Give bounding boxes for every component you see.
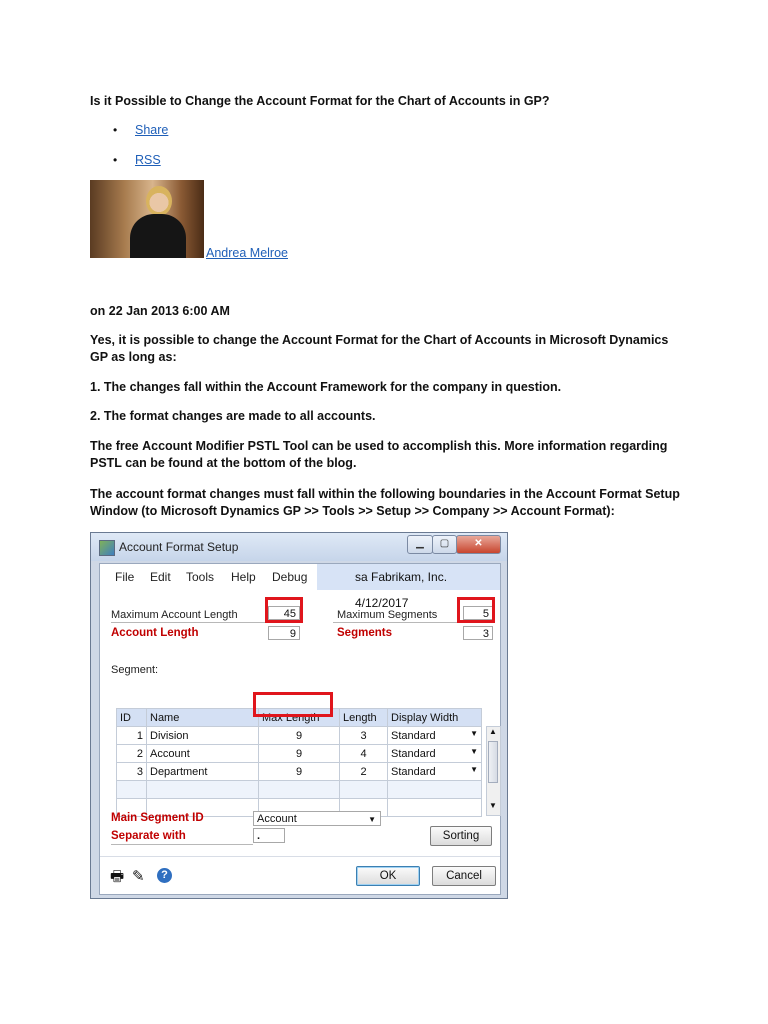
- display-width-value: Standard: [391, 765, 436, 778]
- title-bar: [91, 533, 507, 561]
- scroll-down-icon[interactable]: ▼: [489, 801, 497, 810]
- segments-field: 3: [463, 626, 493, 640]
- header-display-width[interactable]: Display Width: [388, 709, 482, 727]
- separate-with-label: Separate with: [111, 830, 186, 842]
- paragraph-2-pre: The free: [90, 439, 143, 453]
- row-display-width[interactable]: [388, 727, 482, 745]
- bullet: •: [113, 123, 118, 137]
- scroll-up-icon[interactable]: ▲: [489, 727, 497, 736]
- share-link[interactable]: Share: [135, 123, 169, 137]
- paragraph-2: [90, 438, 680, 472]
- menu-bar: [100, 564, 500, 610]
- row-length[interactable]: 4: [340, 745, 388, 763]
- segment-label: Segment:: [111, 664, 159, 676]
- empty-cell: [117, 781, 147, 799]
- user-company-date: [317, 564, 500, 610]
- header-id[interactable]: ID: [117, 709, 147, 727]
- main-segment-id-label: Main Segment ID: [111, 812, 204, 824]
- row-id: 3: [117, 763, 147, 781]
- empty-cell: [388, 781, 482, 799]
- main-segment-id-select[interactable]: [253, 811, 381, 826]
- author-body: [130, 214, 186, 258]
- row-length[interactable]: 2: [340, 763, 388, 781]
- window-title: Account Format Setup: [119, 540, 239, 554]
- cancel-button[interactable]: Cancel: [432, 866, 496, 886]
- app-icon: [99, 540, 115, 556]
- article-title: Is it Possible to Change the Account Format for the Chart of Accounts in GP?: [90, 94, 550, 108]
- display-width-value: Standard: [391, 747, 436, 760]
- row-max-length[interactable]: 9: [259, 727, 340, 745]
- separator: [111, 844, 253, 845]
- maximize-icon[interactable]: ▢: [432, 535, 457, 554]
- menu-tools[interactable]: Tools: [186, 570, 215, 584]
- empty-cell: [340, 781, 388, 799]
- pstl-tool-name: Account Modifier PSTL Tool: [142, 439, 309, 453]
- header-max-length[interactable]: Max Length: [259, 709, 340, 727]
- note-icon[interactable]: ✎: [132, 868, 145, 885]
- header-name[interactable]: Name: [147, 709, 259, 727]
- separator: [111, 622, 268, 623]
- dropdown-arrow-icon[interactable]: ▼: [470, 729, 478, 738]
- dropdown-arrow-icon[interactable]: ▼: [470, 747, 478, 756]
- header-length[interactable]: Length: [340, 709, 388, 727]
- list-item-2: 2. The format changes are made to all accounts.: [90, 409, 376, 423]
- segments-label: Segments: [337, 627, 392, 639]
- separate-with-field[interactable]: .: [253, 828, 285, 843]
- row-length[interactable]: 3: [340, 727, 388, 745]
- max-segments-label: Maximum Segments: [337, 609, 438, 621]
- sorting-button[interactable]: Sorting: [430, 826, 492, 846]
- table-row-empty[interactable]: [117, 781, 482, 799]
- highlight-max-account-length: [265, 597, 303, 623]
- dropdown-arrow-icon[interactable]: ▼: [470, 765, 478, 774]
- max-account-length-label: Maximum Account Length: [111, 609, 238, 621]
- menu-file[interactable]: File: [115, 570, 135, 584]
- help-icon[interactable]: ?: [157, 868, 172, 883]
- post-date: on 22 Jan 2013 6:00 AM: [90, 304, 230, 318]
- table-row[interactable]: [117, 763, 482, 781]
- max-segments-field[interactable]: 5: [463, 606, 493, 620]
- row-display-width[interactable]: [388, 763, 482, 781]
- empty-cell: [388, 799, 482, 817]
- paragraph-3: The account format changes must fall within the following boundaries in the Account Format Setup Window (to Microsoft Dynamics GP >> Tools >> Setup >> Company >> Account Format):: [90, 487, 680, 518]
- author-head: [146, 186, 172, 216]
- separator: [333, 622, 463, 623]
- row-name[interactable]: Department: [147, 763, 259, 781]
- row-name[interactable]: Division: [147, 727, 259, 745]
- session-info: sa Fabrikam, Inc. 4/12/2017: [355, 570, 448, 610]
- account-length-field: 9: [268, 626, 300, 640]
- display-width-value: Standard: [391, 729, 436, 742]
- printer-icon[interactable]: 🖶: [110, 868, 125, 885]
- scroll-thumb[interactable]: [488, 741, 498, 783]
- row-name[interactable]: Account: [147, 745, 259, 763]
- list-item-1: 1. The changes fall within the Account Framework for the company in question.: [90, 380, 562, 394]
- rss-link[interactable]: RSS: [135, 153, 161, 167]
- empty-cell: [147, 781, 259, 799]
- row-id: 1: [117, 727, 147, 745]
- max-account-length-field[interactable]: 45: [268, 606, 300, 620]
- paragraph-2-post: can be used to accomplish this. More information regarding PSTL can be found at the bottom of the blog.: [90, 439, 668, 470]
- highlight-max-segments: [457, 597, 495, 623]
- chevron-down-icon[interactable]: ▼: [368, 815, 376, 824]
- author-link[interactable]: Andrea Melroe: [206, 246, 288, 260]
- menu-help[interactable]: Help: [231, 570, 256, 584]
- row-id: 2: [117, 745, 147, 763]
- bullet: •: [113, 153, 118, 167]
- ok-button[interactable]: OK: [356, 866, 420, 886]
- separator: [100, 856, 500, 857]
- table-row[interactable]: [117, 727, 482, 745]
- menu-debug[interactable]: Debug: [272, 570, 308, 584]
- empty-cell: [259, 781, 340, 799]
- menu-edit[interactable]: Edit: [150, 570, 171, 584]
- close-icon[interactable]: ✕: [456, 535, 501, 554]
- table-row[interactable]: [117, 745, 482, 763]
- row-max-length[interactable]: 9: [259, 745, 340, 763]
- minimize-icon[interactable]: ▁: [407, 535, 433, 554]
- author-photo: [90, 180, 204, 258]
- grid-scrollbar[interactable]: [486, 726, 501, 816]
- row-max-length[interactable]: 9: [259, 763, 340, 781]
- row-display-width[interactable]: [388, 745, 482, 763]
- account-format-setup-window: [90, 532, 508, 899]
- main-segment-id-value: Account: [257, 813, 297, 825]
- account-length-label: Account Length: [111, 627, 199, 639]
- paragraph-1: Yes, it is possible to change the Account Format for the Chart of Accounts in Microsoft Dynamics GP as long as:: [90, 333, 669, 364]
- highlight-max-length: [253, 692, 333, 717]
- segment-grid: [116, 708, 482, 817]
